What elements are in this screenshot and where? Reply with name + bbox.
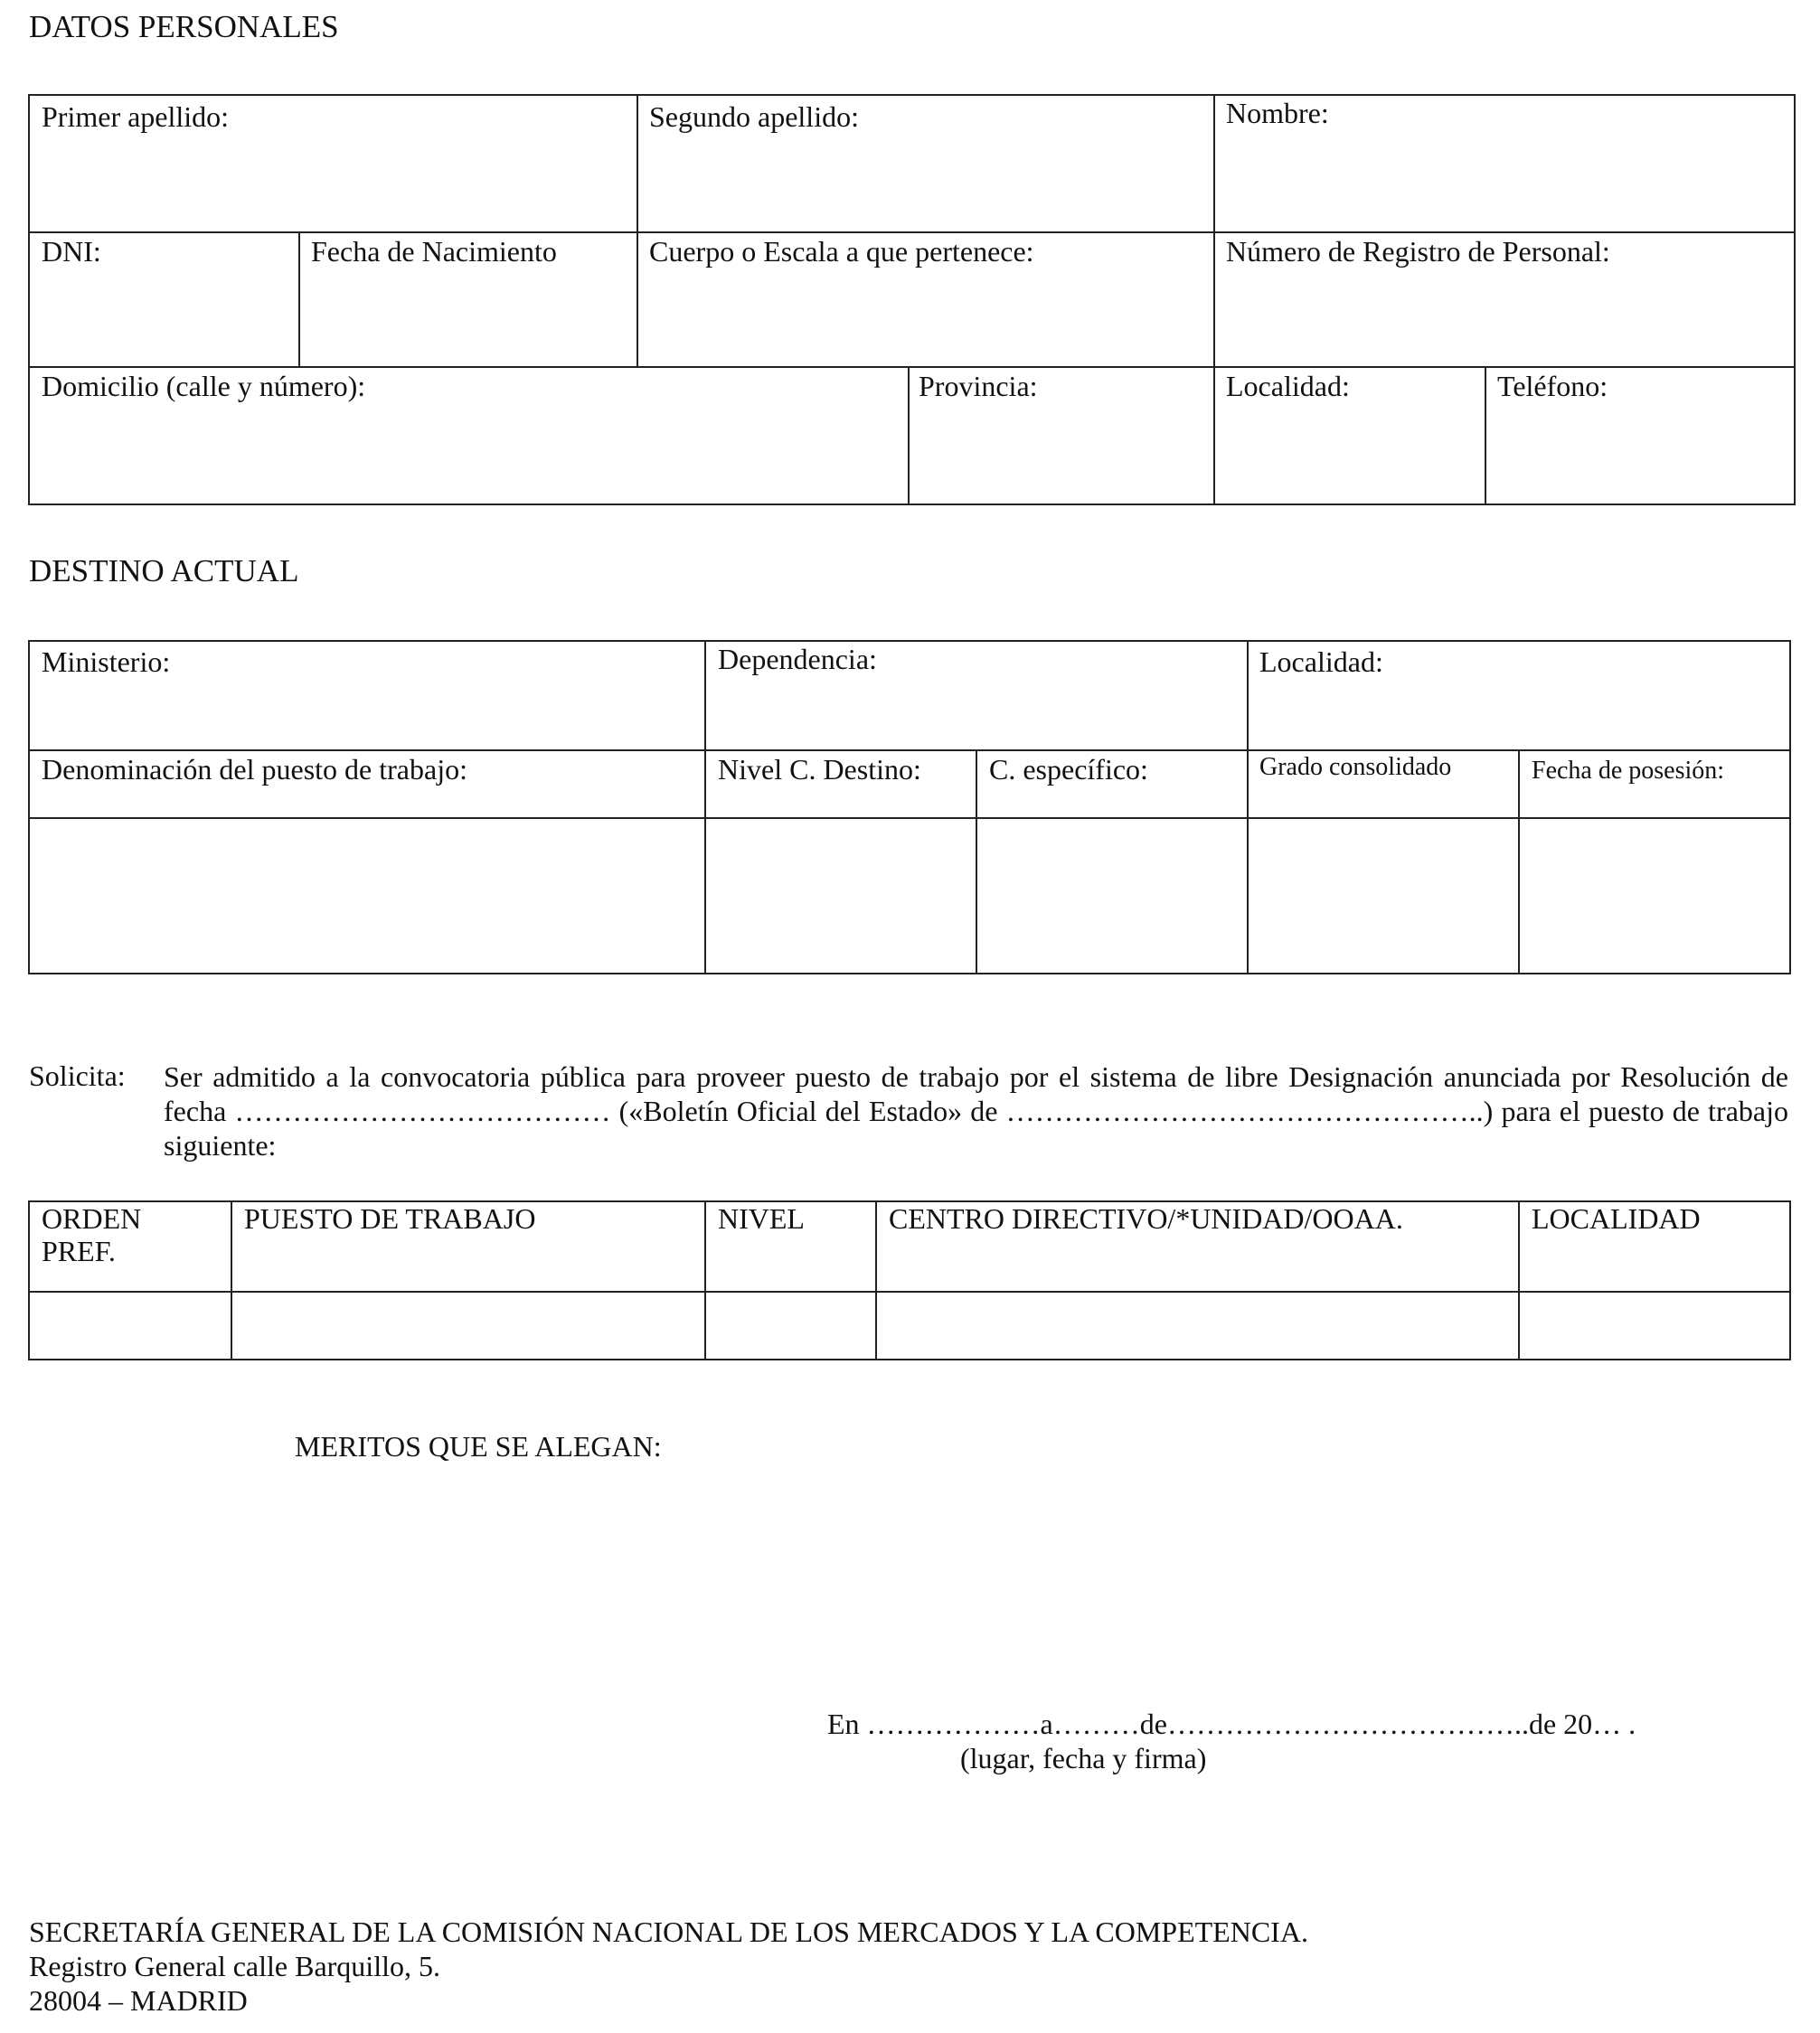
nivel-header: NIVEL — [718, 1202, 805, 1235]
provincia-label: Provincia: — [919, 370, 1038, 402]
footer-organization: SECRETARÍA GENERAL DE LA COMISIÓN NACIONAL DE LOS MERCADOS Y LA COMPETENCIA. — [29, 1915, 1308, 1948]
domicilio-label: Domicilio (calle y número): — [42, 370, 366, 402]
solicita-label: Solicita: — [29, 1059, 126, 1092]
numero-registro-label: Número de Registro de Personal: — [1226, 235, 1610, 268]
signature-caption: (lugar, fecha y firma) — [960, 1742, 1207, 1774]
fecha-nacimiento-label: Fecha de Nacimiento — [311, 235, 557, 268]
localidad-label: Localidad: — [1226, 370, 1350, 402]
nivel-destino-field[interactable] — [706, 819, 975, 973]
personal-data-heading: DATOS PERSONALES — [29, 9, 339, 44]
localidad-header: LOCALIDAD — [1532, 1202, 1701, 1235]
orden-pref-field[interactable] — [30, 1293, 230, 1359]
signature-line: En ………………a………de………………………………..de 20… . — [827, 1708, 1636, 1740]
fecha-posesion-label: Fecha de posesión: — [1532, 757, 1725, 785]
denominacion-label: Denominación del puesto de trabajo: — [42, 753, 467, 786]
meritos-area[interactable] — [295, 1473, 1787, 1690]
centro-directivo-field[interactable] — [877, 1293, 1517, 1359]
denominacion-field[interactable] — [30, 819, 703, 973]
dependencia-label: Dependencia: — [718, 643, 877, 675]
destino-localidad-label: Localidad: — [1259, 645, 1383, 678]
destino-actual-heading: DESTINO ACTUAL — [29, 553, 299, 588]
puesto-trabajo-field[interactable] — [232, 1293, 703, 1359]
fecha-posesion-field[interactable] — [1520, 819, 1789, 973]
puestos-localidad-field[interactable] — [1520, 1293, 1789, 1359]
grado-consolidado-field[interactable] — [1249, 819, 1517, 973]
telefono-label: Teléfono: — [1497, 370, 1608, 402]
dni-label: DNI: — [42, 235, 101, 268]
c-especifico-label: C. específico: — [989, 753, 1148, 786]
orden-pref-header: ORDEN PREF. — [42, 1202, 142, 1267]
nivel-destino-label: Nivel C. Destino: — [718, 753, 921, 786]
c-especifico-field[interactable] — [977, 819, 1246, 973]
nivel-field[interactable] — [706, 1293, 874, 1359]
footer-address: Registro General calle Barquillo, 5. — [29, 1950, 440, 1982]
solicita-text: Ser admitido a la convocatoria pública para proveer puesto de trabajo por el sistema de libre Designación anunciada por Resolución de fecha ………………………………… («Boletín Oficial del Estado» de …………………………………………..) para el puesto de trabajo siguiente: — [164, 1060, 1788, 1162]
footer-city: 28004 – MADRID — [29, 1984, 248, 2017]
centro-directivo-header: CENTRO DIRECTIVO/*UNIDAD/OOAA. — [889, 1202, 1403, 1235]
puesto-trabajo-header: PUESTO DE TRABAJO — [244, 1202, 536, 1235]
ministerio-label: Ministerio: — [42, 645, 171, 678]
grado-consolidado-label: Grado consolidado — [1259, 753, 1452, 781]
segundo-apellido-label: Segundo apellido: — [649, 100, 859, 133]
primer-apellido-label: Primer apellido: — [42, 100, 230, 133]
cuerpo-escala-label: Cuerpo o Escala a que pertenece: — [649, 235, 1034, 268]
nombre-label: Nombre: — [1226, 97, 1329, 129]
meritos-heading: MERITOS QUE SE ALEGAN: — [295, 1430, 662, 1463]
